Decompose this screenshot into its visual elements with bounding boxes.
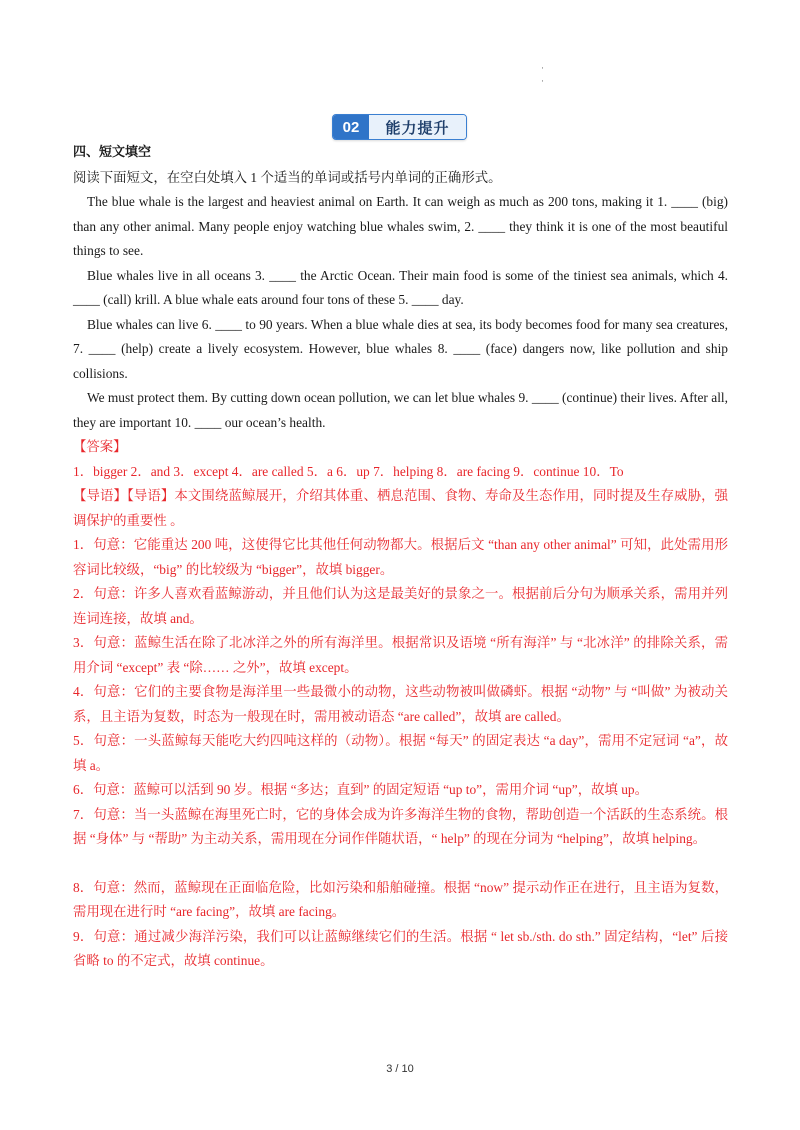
guide-text: 【导语】【导语】本文围绕蓝鲸展开，介绍其体重、栖息范围、食物、寿命及生态作用，同时提及生存威胁，强调保护的重要性 。 xyxy=(73,488,728,528)
header-dot: · xyxy=(541,63,544,73)
header-dots xyxy=(541,62,544,88)
explanation-8: 8．句意：然而，蓝鲸现在正面临危险，比如污染和船舶碰撞。根据 “now” 提示动作正在进行，且主语为复数，需用现在进行时 “are facing”，故填 are facing。 xyxy=(73,879,728,919)
answer-heading: 【答案】 xyxy=(73,439,127,454)
passage-paragraph-4: We must protect them. By cutting down ocean pollution, we can let blue whales 9. ____ (continue) their lives. After all, they are important 10. ____ our ocean’s health. xyxy=(73,390,728,430)
passage-paragraph-1: The blue whale is the largest and heaviest animal on Earth. It can weigh as much as 200 tons, making it 1. ____ (big) than any other animal. Many people enjoy watching blue whales swim, 2. ____ they think it is one of the most beautiful things to see. xyxy=(73,194,728,258)
section-title: 四、短文填空 xyxy=(73,145,152,160)
instruction: 阅读下面短文，在空白处填入 1 个适当的单词或括号内单词的正确形式。 xyxy=(73,169,502,185)
explanation-4: 4．句意：它们的主要食物是海洋里一些最微小的动物，这些动物被叫做磷虾。根据 “动物” 与 “叫做” 为被动关系，且主语为复数，时态为一般现在时，需用被动语态 “are called”，故填 are called。 xyxy=(73,684,728,724)
explanation-2: 2．句意：许多人喜欢看蓝鲸游动，并且他们认为这是最美好的景象之一。根据前后分句为顺承关系，需用并列连词连接，故填 and。 xyxy=(73,586,728,626)
section-badge xyxy=(332,114,467,140)
explanation-1: 1．句意：它能重达 200 吨，这使得它比其他任何动物都大。根据后文 “than any other animal” 可知，此处需用形容词比较级，“big” 的比较级为 “bigger”，故填 bigger。 xyxy=(73,537,728,577)
explanation-9: 9．句意：通过减少海洋污染，我们可以让蓝鲸继续它们的生活。根据 “ let sb./sth. do sth.” 固定结构，“let” 后接省略 to 的不定式，故填 continue。 xyxy=(73,928,728,968)
explanation-6: 6．句意：蓝鲸可以活到 90 岁。根据 “多达；直到” 的固定短语 “up to”，需用介词 “up”，故填 up。 xyxy=(73,782,649,797)
badge-number: 02 xyxy=(333,115,369,139)
document-content xyxy=(73,141,728,974)
passage-paragraph-2: Blue whales live in all oceans 3. ____ the Arctic Ocean. Their main food is some of the tiniest sea animals, which 4. ____ (call) krill. A blue whale eats around four tons of these 5. ____ day. xyxy=(73,267,728,307)
header-dot: · xyxy=(541,76,544,86)
passage-paragraph-3: Blue whales can live 6. ____ to 90 years. When a blue whale dies at sea, its body becomes food for many sea creatures, 7. ____ (help) create a lively ecosystem. However, blue whales 8. ____ (face) dangers now, like pollution and ship collisions. xyxy=(73,316,728,381)
explanation-7: 7．句意：当一头蓝鲸在海里死亡时，它的身体会成为许多海洋生物的食物，帮助创造一个活跃的生态系统。根据 “身体” 与 “帮助” 为主动关系，需用现在分词作伴随状语，“ help” 的现在分词为 “helping”，故填 helping。 xyxy=(73,806,728,846)
answer-line: 1．bigger 2．and 3．except 4．are called 5．a 6．up 7．helping 8．are facing 9．continue 10．To xyxy=(73,463,624,479)
explanation-3: 3．句意：蓝鲸生活在除了北冰洋之外的所有海洋里。根据常识及语境 “所有海洋” 与 “北冰洋” 的排除关系，需用介词 “except” 表 “除…… 之外”，故填 except。 xyxy=(73,635,728,675)
spacer xyxy=(73,852,728,876)
explanation-5: 5．句意：一头蓝鲸每天能吃大约四吨这样的（动物）。根据 “每天” 的固定表达 “a day”，需用不定冠词 “a”，故填 a。 xyxy=(73,733,728,773)
page-number: 3 / 10 xyxy=(386,1063,414,1075)
badge-title: 能力提升 xyxy=(369,115,466,139)
